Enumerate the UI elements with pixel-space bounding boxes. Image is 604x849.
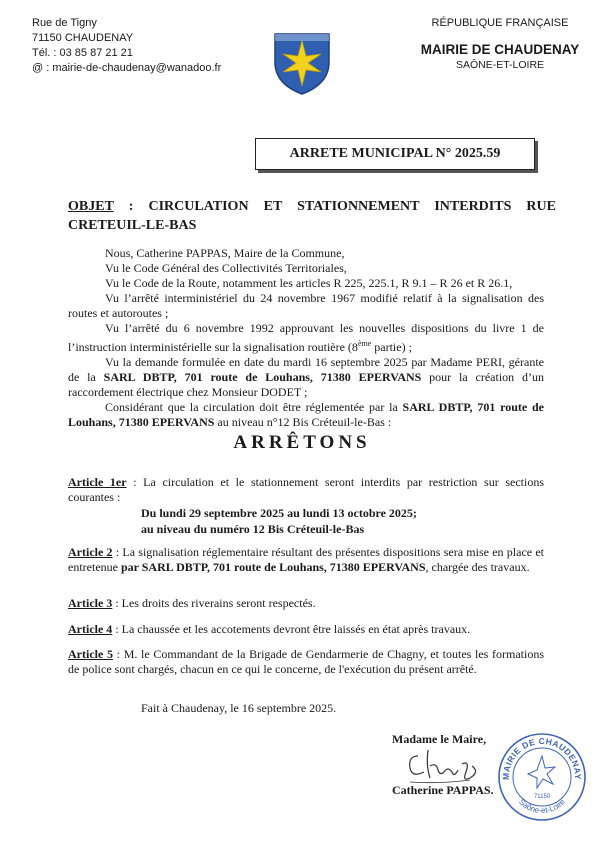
handwritten-signature [400, 742, 495, 787]
preamble-arrete-1967: Vu l’arrêté interministériel du 24 novembre 1967 modifié relatif à la signalisation des routes et autoroutes ; [68, 291, 544, 320]
article-1-location: au niveau du numéro 12 Bis Créteuil-le-Bas [141, 522, 365, 536]
stamp-bottom-text: Saône-et-Loire [517, 797, 567, 816]
article-3-text: : Les droits des riverains seront respectés. [112, 596, 316, 610]
decree-title: ARRETE MUNICIPAL N° 2025.59 [255, 138, 535, 170]
stamp-code: 71150 [533, 794, 551, 800]
preamble-arrete-1992: Vu l’arrêté du 6 novembre 1992 approuvant les nouvelles dispositions du livre 1 de l’instruction interministérielle sur la signalisation routière (8ème partie) ; [68, 321, 544, 354]
objet-label: OBJET [68, 199, 114, 214]
article-2-label: Article 2 [68, 545, 113, 559]
coat-of-arms-logo [271, 28, 333, 96]
article-2: Article 2 : La signalisation réglementaire résultant des présentes dispositions sera mise en place et entretenue par SARL DBTP, 701 route de Louhans, 71380 EPERVANS, chargée des travaux. [68, 545, 545, 574]
article-1-text: : La circulation et le stationnement seront interdits par restriction sur sections courantes : [68, 475, 544, 504]
article-3 [68, 596, 544, 611]
preamble-cgct: Vu le Code Général des Collectivités Territoriales, [105, 261, 347, 275]
article-5-text: : M. le Commandant de la Brigade de Gendarmerie de Chagny, et toutes les formations de police sont chargés, chacun en ce qui le concerne, de l'exécution du présent arrêté. [68, 647, 544, 676]
article-1-label: Article 1er [68, 475, 127, 489]
sender-email: @ : mairie-de-chaudenay@wanadoo.fr [32, 62, 222, 74]
article-5 [68, 647, 544, 677]
article-5-label: Article 5 [68, 647, 113, 661]
date-place: Fait à Chaudenay, le 16 septembre 2025. [141, 701, 337, 715]
preamble-code-route: Vu le Code de la Route, notamment les articles R 225, 225.1, R 9.1 – R 26 et R 26.1, [105, 276, 513, 290]
republic-header [400, 16, 600, 72]
article-4-text: : La chaussée et les accotements devront être laissés en état après travaux. [112, 622, 471, 636]
preamble-intro: Nous, Catherine PAPPAS, Maire de la Commune, [105, 246, 345, 260]
stamp-top-text: MAIRIE DE CHAUDENAY [500, 735, 584, 781]
mairie-stamp [497, 732, 587, 822]
article-1-dates: Du lundi 29 septembre 2025 au lundi 13 octobre 2025; [141, 506, 417, 520]
preamble-considerant: Considérant que la circulation doit être réglementée par la SARL DBTP, 701 route de Louhans, 71380 EPERVANS au niveau n°12 Bis Créteuil-le-Bas : [68, 400, 544, 429]
arretons-heading: ARRÊTONS [233, 432, 371, 453]
signatory-name: Catherine PAPPAS. [392, 783, 494, 797]
objet-text: : CIRCULATION ET STATIONNEMENT INTERDITS RUE CRETEUIL-LE-BAS [68, 199, 556, 233]
article-1 [68, 475, 544, 505]
sender-city: 71150 CHAUDENAY [32, 32, 134, 44]
article-1-details [141, 505, 417, 537]
preamble [68, 246, 544, 430]
article-4 [68, 622, 544, 637]
objet-line [68, 197, 556, 235]
preamble-demande: Vu la demande formulée en date du mardi 16 septembre 2025 par Madame PERI, gérante de la SARL DBTP, 701 route de Louhans, 71380 EPERVANS pour la création d’un raccordement électrique chez Monsieur DODET ; [68, 355, 544, 399]
sender-address [32, 16, 221, 76]
sender-phone: Tél. : 03 85 87 21 21 [32, 47, 133, 59]
sender-street: Rue de Tigny [32, 17, 97, 29]
article-4-label: Article 4 [68, 622, 113, 636]
article-3-label: Article 3 [68, 596, 113, 610]
republique-label: RÉPUBLIQUE FRANÇAISE [431, 17, 569, 29]
mairie-name: MAIRIE DE CHAUDENAY [420, 42, 580, 57]
departement-label: SAÔNE-ET-LOIRE [455, 59, 545, 71]
signatory-title: Madame le Maire, [392, 732, 487, 746]
